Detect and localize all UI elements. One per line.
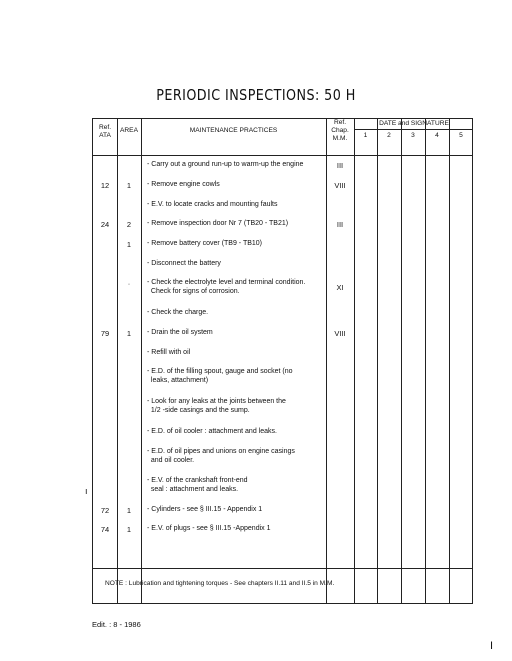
row-practice [147, 201, 325, 210]
row-practice-line: - Remove battery cover (TB9 - TB10) [147, 240, 263, 247]
header-ref-ata-line: ATA [99, 132, 111, 139]
row-area: 1 [126, 506, 132, 515]
row-practice [147, 448, 325, 465]
header-col-1: 1 [363, 132, 368, 139]
inspection-table [92, 118, 473, 604]
row-practice-line: - Check the charge. [147, 309, 209, 316]
row-practice-line: - E.V. to locate cracks and mounting faults [147, 201, 278, 208]
header-maintenance-practices: MAINTENANCE PRACTICES [189, 127, 278, 134]
row-area: 1 [126, 181, 132, 190]
row-area: 1 [126, 240, 132, 249]
row-practice [147, 428, 325, 437]
row-ref-ata: 72 [100, 506, 110, 515]
header-col-4: 4 [435, 132, 439, 139]
row-area: 1 [126, 329, 132, 338]
edition-footer: Edit. : 8 - 1986 [92, 620, 141, 629]
row-practice-line: - Check the electrolyte level and terminal condition. [147, 279, 306, 286]
row-practice-line: - Remove engine cowls [147, 181, 220, 188]
row-ref-ata: 24 [100, 220, 110, 229]
row-ref-chap: III [336, 161, 344, 170]
col-divider [141, 119, 142, 603]
note-rule [93, 568, 472, 569]
row-practice-line: seal : attachment and leaks. [147, 485, 239, 493]
col-divider [449, 119, 450, 603]
row-practice [147, 349, 325, 358]
header-ref-chap-line: Ref. [333, 119, 347, 126]
header-date-signature: DATE and SIGNATURE [379, 120, 449, 127]
header-col-3: 3 [411, 132, 415, 139]
margin-mark: ı [85, 486, 88, 496]
row-practice [147, 525, 325, 534]
row-practice-line: - Drain the oil system [147, 329, 213, 336]
page-title: PERIODIC INSPECTIONS: 50 H [156, 86, 356, 104]
page-number: I [490, 640, 494, 652]
row-practice-line: and oil cooler. [147, 456, 195, 464]
row-area: · [127, 279, 131, 288]
row-ref-chap: VIII [334, 181, 346, 190]
header-bottom-rule [93, 155, 472, 156]
row-practice [147, 506, 325, 515]
row-practice [147, 181, 325, 190]
header-area: AREA [120, 127, 138, 134]
col-divider [377, 119, 378, 603]
row-practice-line: - Carry out a ground run-up to warm-up the engine [147, 161, 304, 168]
row-practice-line: - E.D. of the filling spout, gauge and socket (no [147, 368, 293, 375]
row-practice [147, 161, 325, 170]
header-col-2: 2 [387, 132, 391, 139]
row-practice [147, 368, 325, 385]
row-practice-line: - E.V. of the crankshaft front-end [147, 477, 248, 484]
row-ref-chap: III [336, 220, 344, 229]
row-practice [147, 260, 325, 269]
row-practice-line: - Remove inspection door Nr 7 (TB20 - TB21) [147, 220, 289, 227]
col-divider [425, 119, 426, 603]
header-ref-chap-line: Chap. [331, 127, 349, 134]
row-practice [147, 220, 325, 229]
row-practice [147, 240, 325, 249]
row-practice-line: - Look for any leaks at the joints between the [147, 398, 286, 405]
col-divider [354, 119, 355, 603]
row-ref-ata: 74 [100, 525, 110, 534]
header-ref-chap [326, 119, 354, 143]
row-area: 2 [126, 220, 132, 229]
row-ref-ata: 12 [100, 181, 110, 190]
row-practice-line: - Refill with oil [147, 349, 191, 356]
row-ref-ata: 79 [100, 329, 110, 338]
row-practice [147, 279, 325, 296]
row-practice-line: 1/2 -side casings and the sump. [147, 406, 250, 414]
date-header-rule [354, 129, 472, 130]
row-ref-chap: XI [336, 283, 344, 292]
row-practice-line: - E.D. of oil pipes and unions on engine casings [147, 448, 295, 455]
row-practice [147, 398, 325, 415]
row-practice [147, 329, 325, 338]
header-ref-chap-line: M.M. [332, 135, 348, 142]
row-practice-line: - Cylinders - see § III.15 - Appendix 1 [147, 506, 263, 513]
col-divider [401, 119, 402, 603]
row-practice [147, 477, 325, 494]
col-divider [326, 119, 327, 603]
row-practice-line: - E.V. of plugs - see § III.15 -Appendix 1 [147, 525, 271, 532]
row-practice-line: leaks, attachment) [147, 376, 209, 384]
row-practice-line: - E.D. of oil cooler : attachment and leaks. [147, 428, 277, 435]
header-ref-ata-line: Ref. [98, 124, 112, 131]
header-col-5: 5 [459, 132, 463, 139]
header-ref-ata [93, 124, 117, 140]
row-practice-line: - Disconnect the battery [147, 260, 221, 267]
note-text: NOTE : Lubrication and tightening torques - See chapters II.11 and II.5 in M.M. [105, 580, 335, 587]
row-ref-chap: VIII [334, 329, 346, 338]
row-practice-line: Check for signs of corrosion. [147, 287, 240, 295]
row-practice [147, 309, 325, 318]
row-area: 1 [126, 525, 132, 534]
